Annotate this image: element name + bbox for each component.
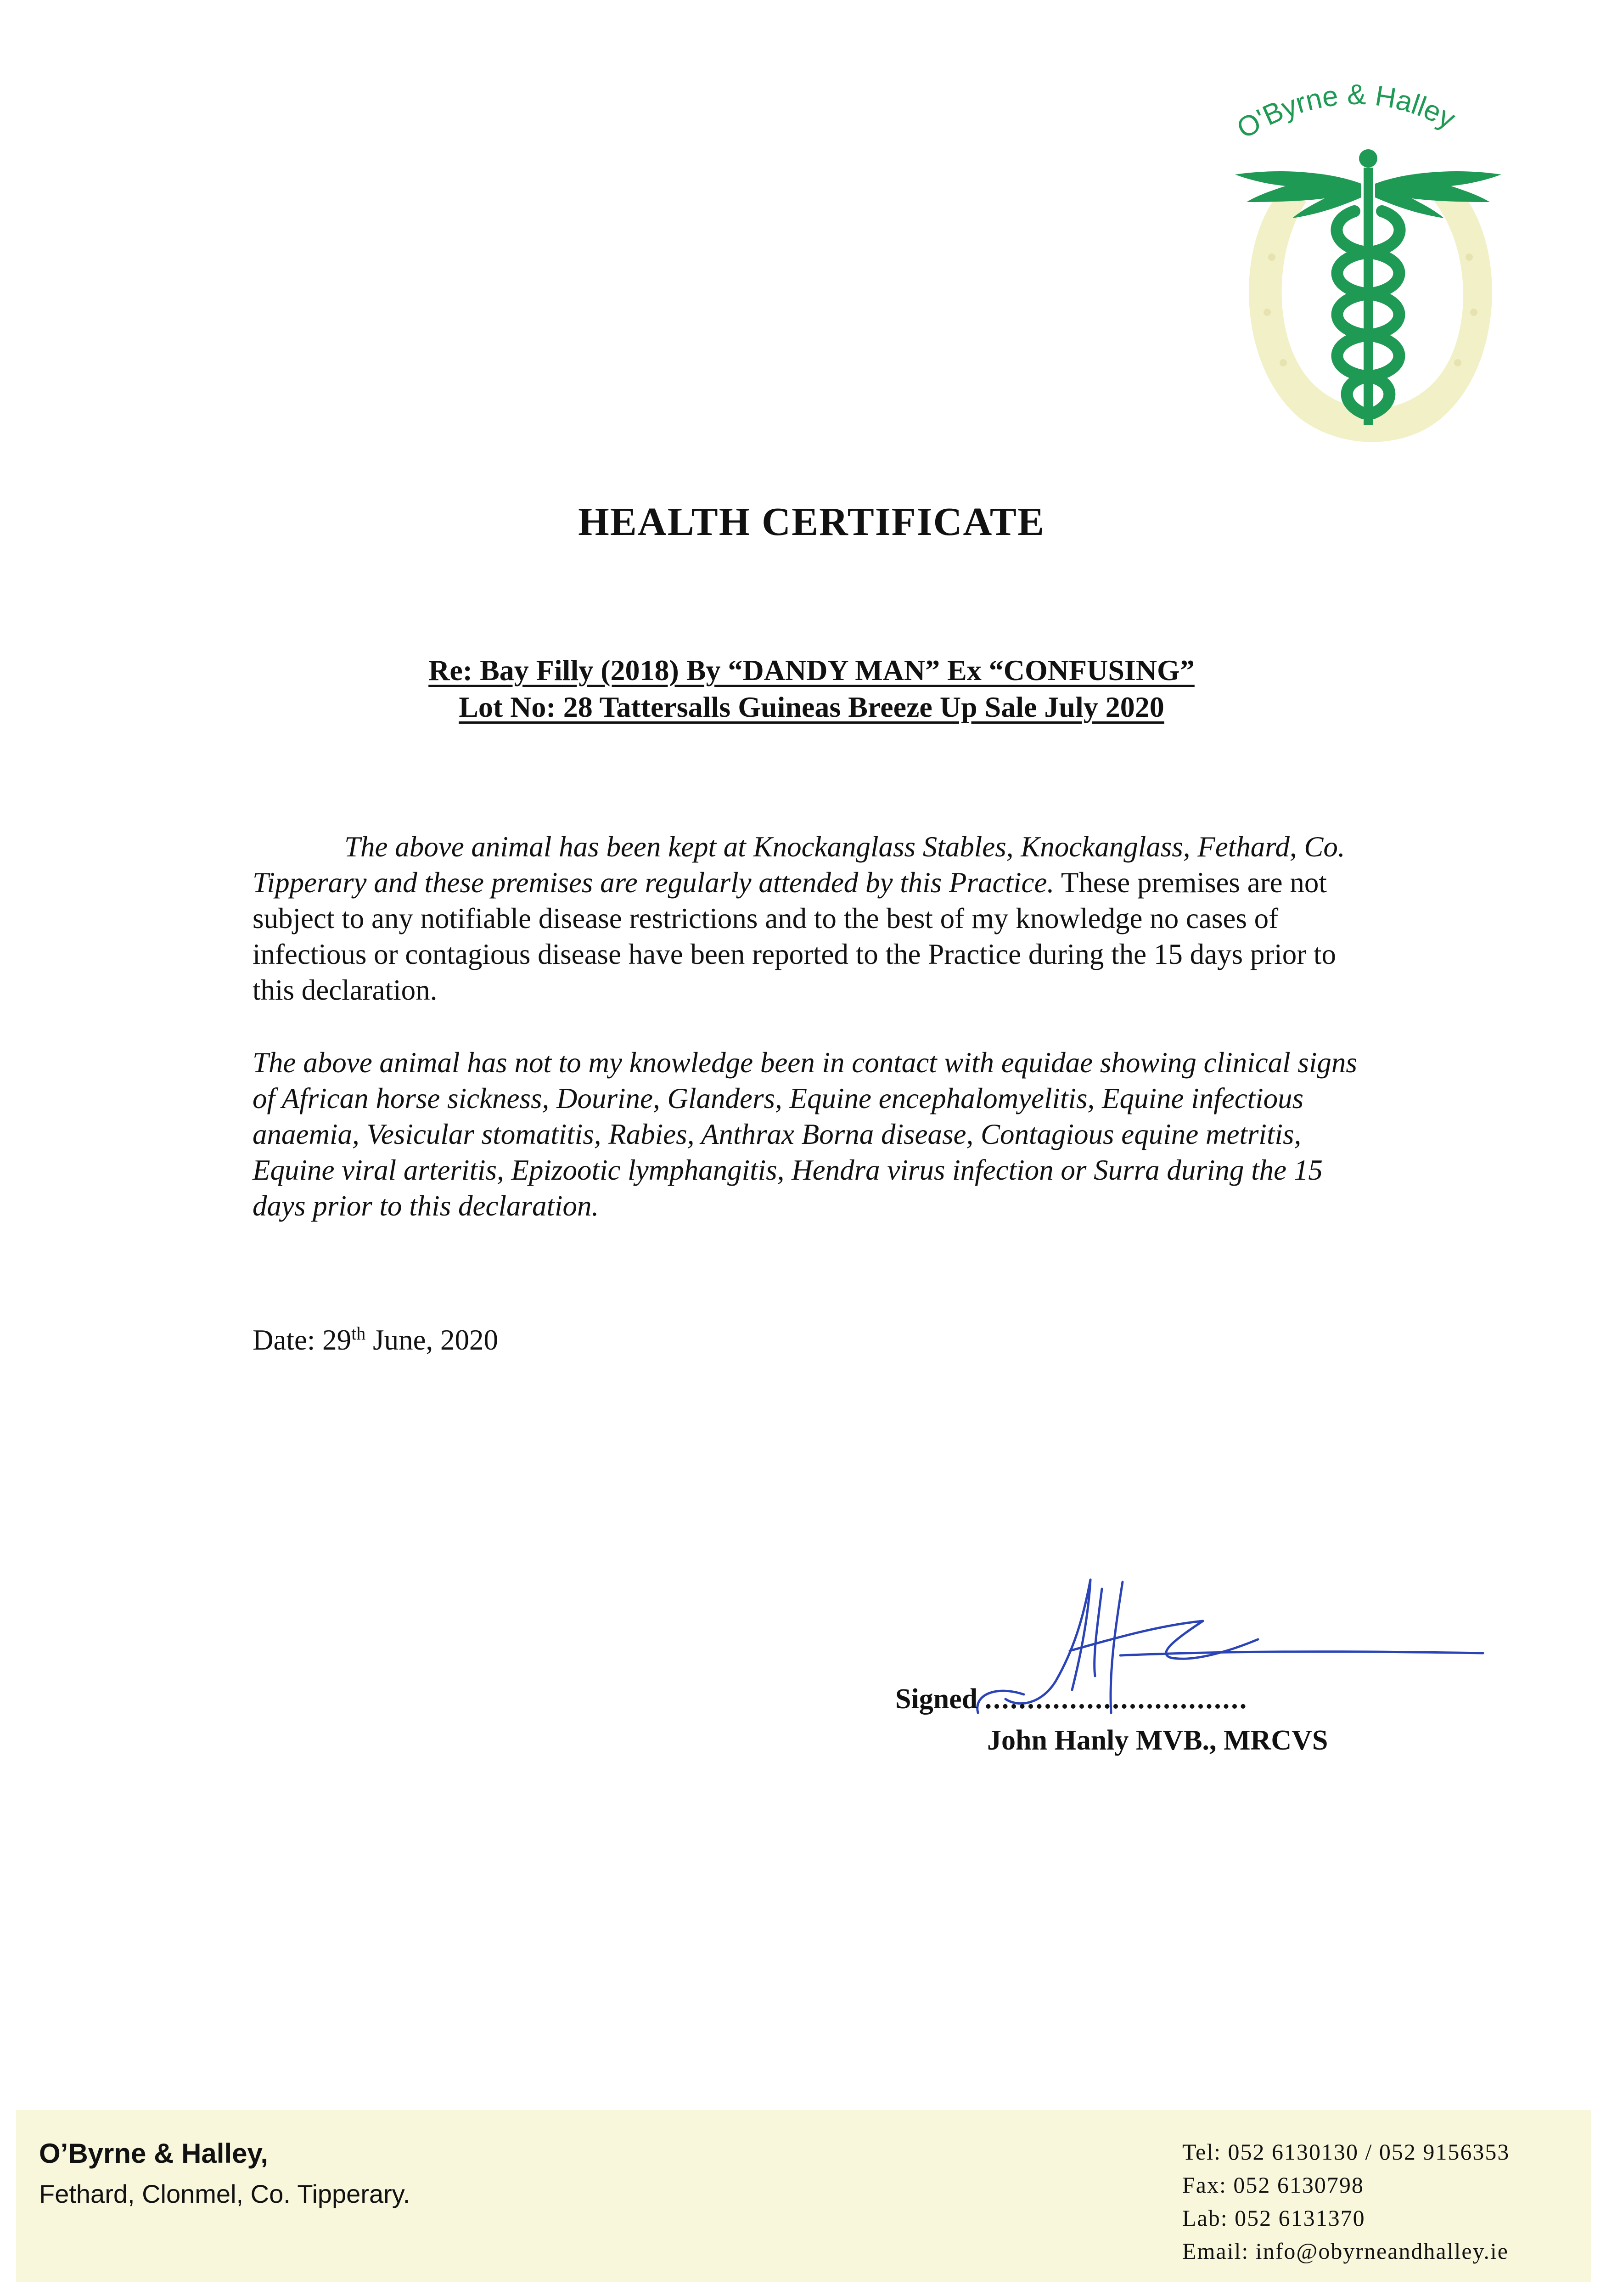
page-title: HEALTH CERTIFICATE	[578, 499, 1045, 544]
signature-dots: ...............................	[984, 1683, 1248, 1715]
paragraph-contact: The above animal has not to my knowledge been in contact with equidae showing clinical signs of African horse sickness, Dourine, Glanders, Equine encephalomyelitis, Equine infectious anaemia, Vesicular stomatitis, Rabies, Anthrax Borna disease, Contagious equine metritis, Equine viral arteritis, Epizootic lymphangitis, Hendra virus infection or Surra during the 15 days prior to this declaration.	[253, 1047, 1357, 1222]
obyrne-halley-logo	[1203, 64, 1533, 450]
subject-block	[0, 652, 1623, 726]
logo-text: O'Byrne & Halley	[1231, 79, 1460, 145]
paragraph-premises	[253, 829, 1373, 1008]
footer-firm-name: O’Byrne & Halley,	[39, 2138, 269, 2169]
paragraph-premises-italic: The above animal has been kept at Knockanglass Stables, Knockanglass, Fethard, Co. Tipperary and these premises are regularly attended by this Practice.	[253, 831, 1345, 899]
footer-tel: Tel: 052 6130130 / 052 9156353	[1182, 2139, 1510, 2165]
footer-address: Fethard, Clonmel, Co. Tipperary.	[39, 2179, 410, 2208]
signed-line: Signed ...............................	[895, 1683, 1248, 1715]
signer-name: John Hanly MVB., MRCVS	[987, 1725, 1328, 1756]
subject-line-lot: Lot No: 28 Tattersalls Guineas Breeze Up Sale July 2020	[459, 691, 1164, 723]
certificate-date: Date: 29th June, 2020	[253, 1323, 499, 1356]
footer	[16, 2110, 1591, 2282]
paragraph-premises-normal: These premises are not subject to any notifiable disease restrictions and to the best of my knowledge no cases of infectious or contagious disease have been reported to the Practice during the 15 days prior to this declaration.	[253, 867, 1337, 1006]
footer-email: Email: info@obyrneandhalley.ie	[1182, 2238, 1509, 2264]
subject-line-horse: Re: Bay Filly (2018) By “DANDY MAN” Ex “CONFUSING”	[428, 654, 1195, 687]
footer-lab: Lab: 052 6131370	[1182, 2205, 1365, 2231]
footer-fax: Fax: 052 6130798	[1182, 2172, 1364, 2198]
footer-contacts	[1182, 2135, 1510, 2268]
